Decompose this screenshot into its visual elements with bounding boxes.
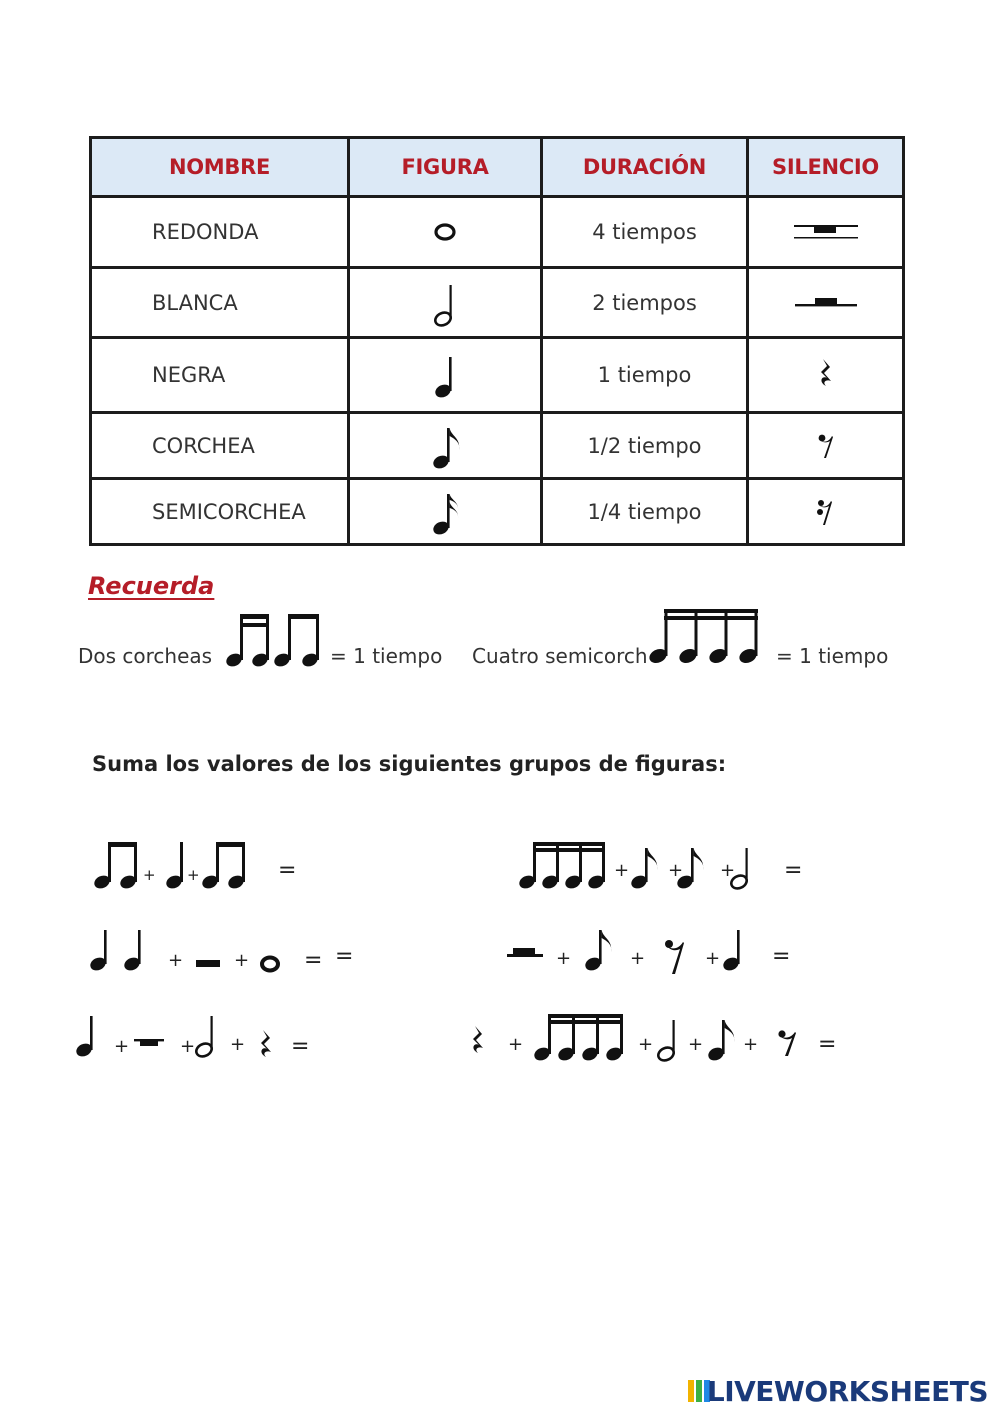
header-duracion: DURACIÓN: [542, 138, 748, 197]
plus-sign: +: [705, 948, 721, 969]
header-nombre: NOMBRE: [91, 138, 349, 197]
plus-sign: +: [168, 950, 184, 971]
eighth-rest-icon: [748, 413, 904, 479]
quarter-note-icon: [349, 338, 542, 413]
row-name: BLANCA: [91, 268, 349, 338]
sixteenth-rest-icon: [748, 479, 904, 545]
plus-sign: +: [630, 948, 646, 969]
recuerda-title: Recuerda: [88, 572, 215, 600]
eighth-note-icon: [349, 413, 542, 479]
table-row: [91, 479, 904, 545]
row-name: SEMICORCHEA: [91, 479, 349, 545]
whole-rest-icon: [748, 197, 904, 268]
plus-sign: +: [234, 950, 250, 971]
plus-sign: +: [187, 866, 200, 884]
equals-sign: =: [335, 944, 354, 969]
quarter-rest-icon: [748, 338, 904, 413]
whole-note-icon: [349, 197, 542, 268]
cuatro-semicorcheas-result: = 1 tiempo: [776, 644, 889, 668]
plus-sign: +: [668, 860, 684, 881]
header-figura: FIGURA: [349, 138, 542, 197]
plus-sign: +: [638, 1034, 654, 1055]
equals-sign: =: [784, 858, 803, 883]
row-duration: 1/4 tiempo: [542, 479, 748, 545]
equals-sign: =: [772, 944, 791, 969]
plus-sign: +: [720, 860, 736, 881]
plus-sign: +: [143, 866, 156, 884]
equals-sign: =: [304, 948, 323, 973]
exercise-2-figures: [515, 834, 775, 894]
row-duration: 4 tiempos: [542, 197, 748, 268]
note-values-table: [89, 136, 905, 546]
liveworksheets-logo: LIVEWORKSHEETS: [706, 1375, 988, 1408]
cuatro-semicorcheas-label: Cuatro semicorch: [472, 644, 648, 668]
row-duration: 1 tiempo: [542, 338, 748, 413]
half-note-icon: [349, 268, 542, 338]
four-sixteenths-beamed-icon: [646, 606, 772, 666]
plus-sign: +: [614, 860, 630, 881]
equals-sign: =: [278, 858, 297, 883]
sixteenth-note-icon: [349, 479, 542, 545]
dos-corcheas-label: Dos corcheas: [78, 644, 213, 668]
plus-sign: +: [743, 1034, 759, 1055]
plus-sign: +: [230, 1034, 246, 1055]
header-silencio: SILENCIO: [748, 138, 904, 197]
plus-sign: +: [688, 1034, 704, 1055]
half-rest-icon: [748, 268, 904, 338]
equals-sign: =: [818, 1032, 837, 1057]
plus-sign: +: [556, 948, 572, 969]
plus-sign: +: [114, 1036, 130, 1057]
plus-sign: +: [508, 1034, 524, 1055]
row-name: NEGRA: [91, 338, 349, 413]
plus-sign: +: [180, 1036, 196, 1057]
equals-sign: =: [291, 1034, 310, 1059]
table-header-row: [91, 138, 904, 197]
exercise-1-figures: [90, 834, 310, 894]
row-name: REDONDA: [91, 197, 349, 268]
row-duration: 1/2 tiempo: [542, 413, 748, 479]
row-duration: 2 tiempos: [542, 268, 748, 338]
table-row: [91, 413, 904, 479]
table-row: [91, 268, 904, 338]
table-row: [91, 197, 904, 268]
table-row: [91, 338, 904, 413]
dos-corcheas-result: = 1 tiempo: [330, 644, 443, 668]
row-name: CORCHEA: [91, 413, 349, 479]
exercise-instruction: Suma los valores de los siguientes grupos de figuras:: [92, 752, 727, 776]
exercise-3-figures: [88, 920, 288, 980]
two-eighths-beamed-icon: [224, 608, 328, 668]
